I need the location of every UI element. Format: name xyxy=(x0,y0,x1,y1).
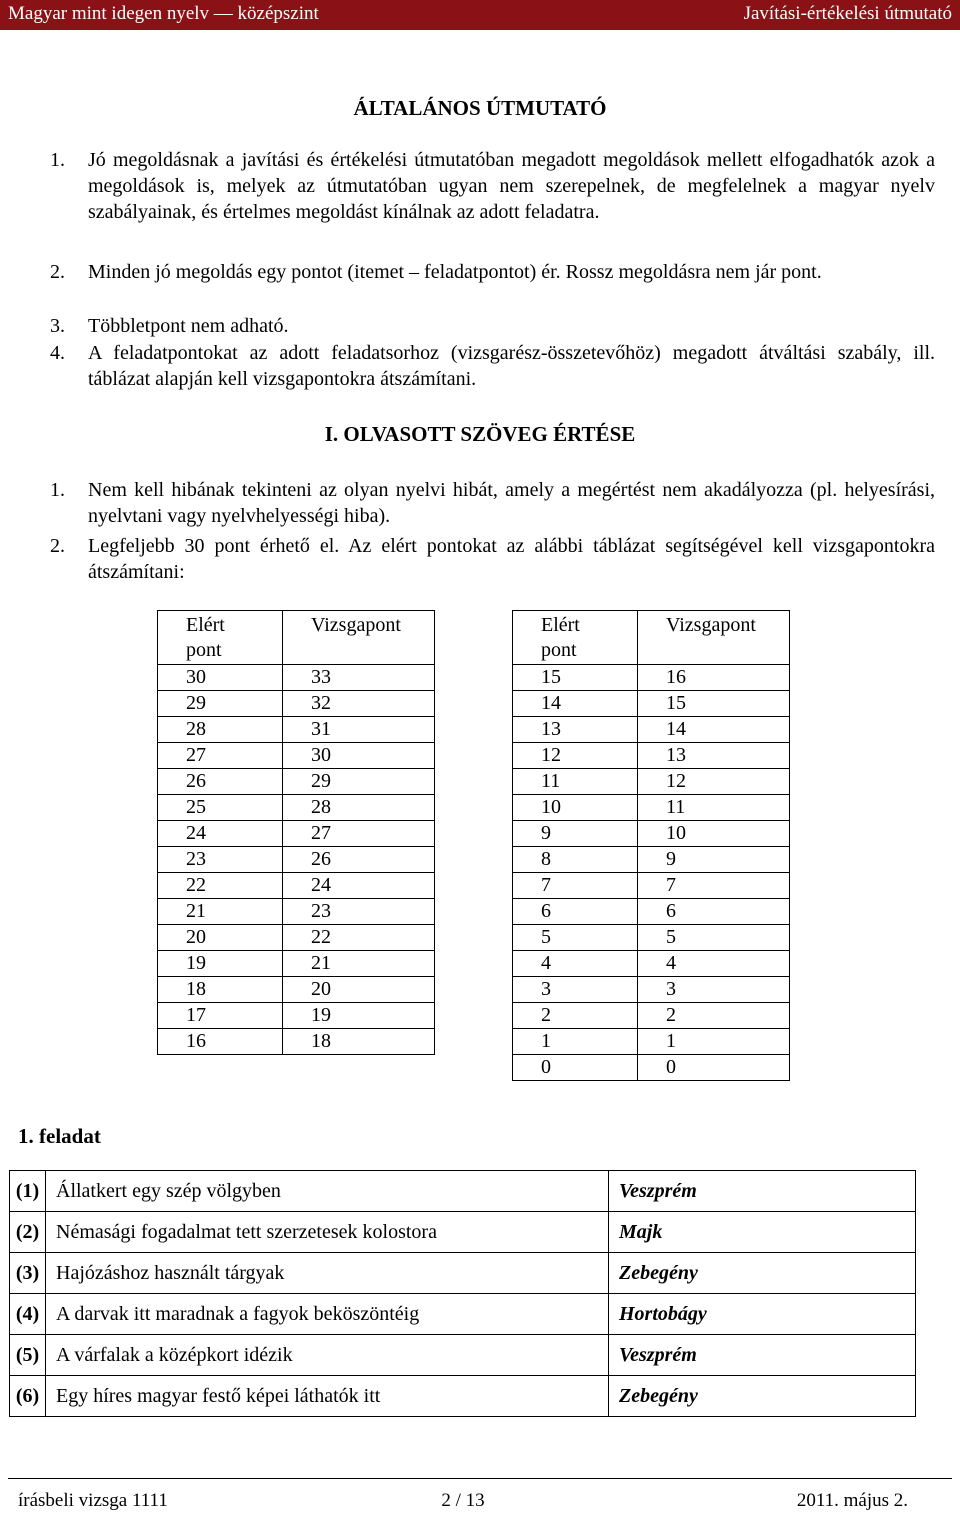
conversion-row xyxy=(158,977,435,1003)
item-text: Nem kell hibának tekinteni az olyan nyelvi hibát, amely a megértést nem akadályozza (pl. helyesírási, nyelvtani vagy nyelvhelyességi hiba). xyxy=(88,479,935,527)
conversion-row xyxy=(158,873,435,899)
conversion-row xyxy=(158,665,435,691)
task-item-number: (5) xyxy=(10,1335,46,1376)
exam-points-cell: 2 xyxy=(638,1003,790,1029)
task-item-answer: Hortobágy xyxy=(609,1294,916,1335)
exam-points-cell: 9 xyxy=(638,847,790,873)
conversion-row xyxy=(513,1055,790,1081)
earned-points-cell: 12 xyxy=(513,743,638,769)
earned-points-cell: 3 xyxy=(513,977,638,1003)
exam-points-cell: 23 xyxy=(283,899,435,925)
section-item-2 xyxy=(50,533,935,585)
exam-points-cell: 12 xyxy=(638,769,790,795)
item-number: 3. xyxy=(50,315,65,337)
conversion-row xyxy=(158,743,435,769)
task-item-answer: Majk xyxy=(609,1212,916,1253)
earned-points-cell: 29 xyxy=(158,691,283,717)
exam-points-cell: 7 xyxy=(638,873,790,899)
earned-points-cell: 26 xyxy=(158,769,283,795)
task-item-text: Némasági fogadalmat tett szerzetesek kolostora xyxy=(46,1212,609,1253)
conversion-row xyxy=(158,951,435,977)
exam-points-cell: 24 xyxy=(283,873,435,899)
exam-points-cell: 18 xyxy=(283,1029,435,1055)
conversion-row xyxy=(158,899,435,925)
conversion-row xyxy=(513,769,790,795)
exam-points-cell: 11 xyxy=(638,795,790,821)
footer-rule xyxy=(8,1478,952,1479)
conversion-row xyxy=(158,769,435,795)
conversion-row xyxy=(513,821,790,847)
item-number: 2. xyxy=(50,535,65,557)
exam-points-cell: 0 xyxy=(638,1055,790,1081)
conversion-row xyxy=(158,925,435,951)
exam-points-cell: 1 xyxy=(638,1029,790,1055)
footer-page-number: 2 / 13 xyxy=(441,1490,485,1511)
task-row xyxy=(10,1294,916,1335)
item-number: 1. xyxy=(50,479,65,501)
conversion-row xyxy=(513,1029,790,1055)
earned-points-cell: 1 xyxy=(513,1029,638,1055)
exam-points-cell: 27 xyxy=(283,821,435,847)
task-1-table xyxy=(9,1170,916,1417)
conversion-table-right xyxy=(512,610,790,1081)
exam-points-cell: 3 xyxy=(638,977,790,1003)
exam-points-cell: 22 xyxy=(283,925,435,951)
task-item-number: (1) xyxy=(10,1171,46,1212)
earned-points-cell: 20 xyxy=(158,925,283,951)
exam-points-cell: 14 xyxy=(638,717,790,743)
page-header xyxy=(0,0,960,30)
earned-points-cell: 18 xyxy=(158,977,283,1003)
conversion-row xyxy=(513,1003,790,1029)
section-item-1 xyxy=(50,477,935,529)
header-earned-points: Elért pont xyxy=(158,611,283,665)
conversion-row xyxy=(158,1029,435,1055)
earned-points-cell: 4 xyxy=(513,951,638,977)
exam-points-cell: 13 xyxy=(638,743,790,769)
earned-points-cell: 14 xyxy=(513,691,638,717)
task-item-text: Állatkert egy szép völgyben xyxy=(46,1171,609,1212)
general-item-3 xyxy=(50,313,935,339)
conversion-table-left xyxy=(157,610,435,1055)
exam-points-cell: 15 xyxy=(638,691,790,717)
footer-date: 2011. május 2. xyxy=(796,1490,908,1511)
conversion-row xyxy=(513,847,790,873)
earned-points-cell: 23 xyxy=(158,847,283,873)
earned-points-cell: 19 xyxy=(158,951,283,977)
exam-points-cell: 31 xyxy=(283,717,435,743)
task-item-text: A darvak itt maradnak a fagyok beköszöntéig xyxy=(46,1294,609,1335)
general-guide-title: ÁLTALÁNOS ÚTMUTATÓ xyxy=(353,96,607,120)
task-item-answer: Veszprém xyxy=(609,1171,916,1212)
general-item-1 xyxy=(50,147,935,225)
conversion-row xyxy=(513,795,790,821)
task-1-title: 1. feladat xyxy=(18,1124,101,1148)
earned-points-cell: 7 xyxy=(513,873,638,899)
exam-points-cell: 16 xyxy=(638,665,790,691)
task-item-answer: Veszprém xyxy=(609,1335,916,1376)
task-item-answer: Zebegény xyxy=(609,1253,916,1294)
exam-points-cell: 10 xyxy=(638,821,790,847)
header-earned-points: Elért pont xyxy=(513,611,638,665)
exam-points-cell: 6 xyxy=(638,899,790,925)
item-text: Többletpont nem adható. xyxy=(88,315,289,337)
task-item-text: Hajózáshoz használt tárgyak xyxy=(46,1253,609,1294)
earned-points-cell: 13 xyxy=(513,717,638,743)
conversion-row xyxy=(513,951,790,977)
conversion-row xyxy=(158,821,435,847)
conversion-row xyxy=(513,873,790,899)
conversion-row xyxy=(513,691,790,717)
item-number: 4. xyxy=(50,342,65,364)
task-row xyxy=(10,1253,916,1294)
task-row xyxy=(10,1376,916,1417)
task-item-text: Egy híres magyar festő képei láthatók itt xyxy=(46,1376,609,1417)
item-number: 2. xyxy=(50,261,65,283)
earned-points-cell: 22 xyxy=(158,873,283,899)
earned-points-cell: 8 xyxy=(513,847,638,873)
item-text: A feladatpontokat az adott feladatsorhoz (vizsgarész-összetevőhöz) megadott átváltási szabály, ill. táblázat alapján kell vizsgapontokra átszámítani. xyxy=(88,342,935,390)
item-text: Legfeljebb 30 pont érhető el. Az elért pontokat az alábbi táblázat segítségével kell vizsgapontokra átszámítani: xyxy=(88,535,935,583)
exam-points-cell: 19 xyxy=(283,1003,435,1029)
general-item-2 xyxy=(50,259,935,285)
exam-points-cell: 28 xyxy=(283,795,435,821)
task-row xyxy=(10,1171,916,1212)
exam-points-cell: 5 xyxy=(638,925,790,951)
earned-points-cell: 28 xyxy=(158,717,283,743)
earned-points-cell: 10 xyxy=(513,795,638,821)
conversion-row xyxy=(158,795,435,821)
conversion-row xyxy=(158,691,435,717)
header-subject: Magyar mint idegen nyelv — középszint xyxy=(8,3,319,24)
earned-points-cell: 15 xyxy=(513,665,638,691)
task-item-number: (2) xyxy=(10,1212,46,1253)
earned-points-cell: 17 xyxy=(158,1003,283,1029)
conversion-row xyxy=(513,665,790,691)
header-doc-type: Javítási-értékelési útmutató xyxy=(743,3,952,24)
task-row xyxy=(10,1212,916,1253)
section-title: I. OLVASOTT SZÖVEG ÉRTÉSE xyxy=(324,422,636,446)
item-text: Minden jó megoldás egy pontot (itemet – feladatpontot) ér. Rossz megoldásra nem jár pont. xyxy=(88,261,822,283)
earned-points-cell: 6 xyxy=(513,899,638,925)
item-number: 1. xyxy=(50,149,65,171)
general-item-4 xyxy=(50,340,935,392)
earned-points-cell: 5 xyxy=(513,925,638,951)
task-item-number: (4) xyxy=(10,1294,46,1335)
task-item-number: (3) xyxy=(10,1253,46,1294)
task-item-number: (6) xyxy=(10,1376,46,1417)
earned-points-cell: 27 xyxy=(158,743,283,769)
earned-points-cell: 9 xyxy=(513,821,638,847)
exam-points-cell: 20 xyxy=(283,977,435,1003)
conversion-row xyxy=(158,1003,435,1029)
footer-exam-code: írásbeli vizsga 1111 xyxy=(18,1490,168,1511)
exam-points-cell: 33 xyxy=(283,665,435,691)
header-exam-points: Vizsgapont xyxy=(283,611,435,665)
exam-points-cell: 29 xyxy=(283,769,435,795)
conversion-row xyxy=(513,743,790,769)
conversion-row xyxy=(513,977,790,1003)
conversion-row xyxy=(513,925,790,951)
conversion-row xyxy=(513,717,790,743)
earned-points-cell: 2 xyxy=(513,1003,638,1029)
conversion-row xyxy=(158,847,435,873)
exam-points-cell: 32 xyxy=(283,691,435,717)
earned-points-cell: 16 xyxy=(158,1029,283,1055)
exam-points-cell: 30 xyxy=(283,743,435,769)
conversion-row xyxy=(158,717,435,743)
conversion-row xyxy=(513,899,790,925)
header-exam-points: Vizsgapont xyxy=(638,611,790,665)
exam-points-cell: 4 xyxy=(638,951,790,977)
earned-points-cell: 11 xyxy=(513,769,638,795)
exam-points-cell: 21 xyxy=(283,951,435,977)
earned-points-cell: 25 xyxy=(158,795,283,821)
earned-points-cell: 24 xyxy=(158,821,283,847)
task-item-text: A várfalak a középkort idézik xyxy=(46,1335,609,1376)
item-text: Jó megoldásnak a javítási és értékelési útmutatóban megadott megoldások mellett elfogadhatók azok a megoldások is, melyek az útmutatóban ugyan nem szerepelnek, de megfelelnek a magyar nyelv szabályainak, és értelmes megoldást kínálnak az adott feladatra. xyxy=(88,149,935,223)
exam-points-cell: 26 xyxy=(283,847,435,873)
earned-points-cell: 21 xyxy=(158,899,283,925)
task-item-answer: Zebegény xyxy=(609,1376,916,1417)
task-row xyxy=(10,1335,916,1376)
earned-points-cell: 30 xyxy=(158,665,283,691)
earned-points-cell: 0 xyxy=(513,1055,638,1081)
